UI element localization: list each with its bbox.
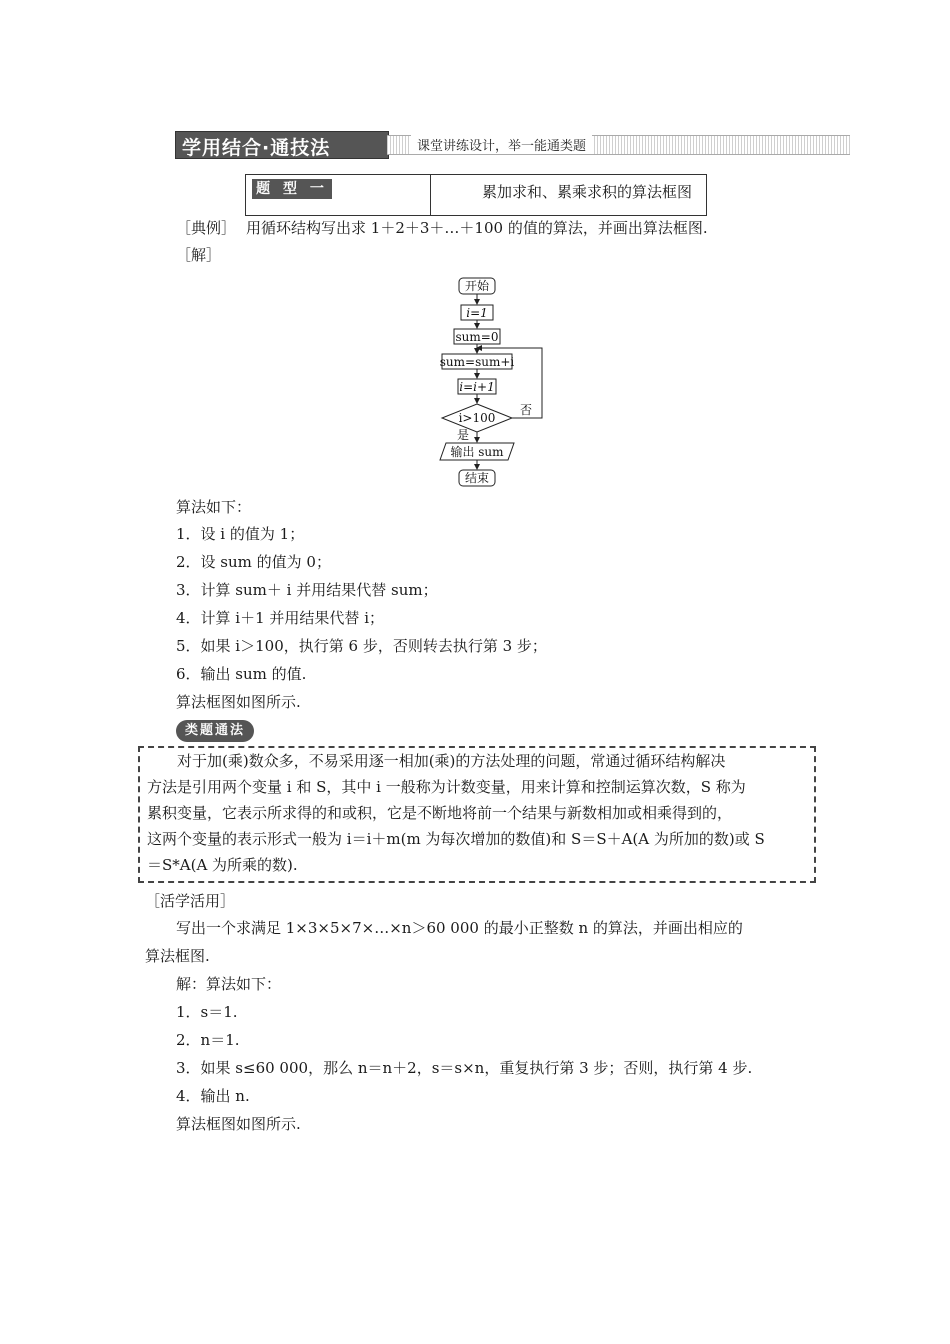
flow-increment-label: i=i+1 — [459, 380, 495, 394]
algorithm-heading: 算法如下： — [176, 498, 252, 516]
flow-accumulate-label: sum=sum+i — [439, 355, 515, 369]
algorithm-step: 3．计算 sum＋ i 并用结果代替 sum； — [176, 581, 438, 599]
flow-init-sum-label: sum=0 — [455, 330, 499, 344]
practice-step: 2．n＝1. — [176, 1031, 240, 1049]
algorithm-step: 5．如果 i＞100，执行第 6 步，否则转去执行第 3 步； — [176, 637, 547, 655]
algorithm-closing: 算法框图如图所示. — [176, 693, 301, 711]
practice-step: 4．输出 n. — [176, 1087, 250, 1105]
example-line — [176, 218, 708, 238]
example-label: ［典例］ — [176, 219, 237, 237]
flow-init-i-label: i=1 — [466, 306, 488, 320]
practice-problem-cont: 算法框图. — [145, 947, 210, 965]
practice-label: ［活学活用］ — [145, 892, 236, 910]
banner-subtitle: 课堂讲练设计，举一能通类题 — [411, 135, 592, 154]
question-type-box — [245, 174, 707, 216]
practice-step: 3．如果 s≤60 000，那么 n＝n＋2，s＝s×n，重复执行第 3 步；否则，执行第 4 步. — [176, 1059, 753, 1077]
practice-closing: 算法框图如图所示. — [176, 1115, 301, 1133]
practice-step: 1．s＝1. — [176, 1003, 238, 1021]
flowchart — [430, 272, 550, 492]
algorithm-step: 6．输出 sum 的值. — [176, 665, 307, 683]
method-line: 方法是引用两个变量 i 和 S，其中 i 一般称为计数变量，用来计算和控制运算次数，S 称为 — [147, 778, 746, 796]
flow-condition-label: i>100 — [458, 411, 496, 425]
practice-solution-heading: 解：算法如下： — [176, 975, 282, 993]
method-pill: 类题通法 — [176, 720, 254, 742]
question-type-badge: 题 型 一 — [252, 179, 332, 199]
flow-start-label: 开始 — [464, 279, 490, 293]
divider — [430, 175, 431, 215]
flow-output-label: 输出 sum — [450, 445, 504, 459]
practice-problem: 写出一个求满足 1×3×5×7×…×n＞60 000 的最小正整数 n 的算法，并画出相应的 — [176, 919, 743, 937]
algorithm-step: 4．计算 i＋1 并用结果代替 i； — [176, 609, 384, 627]
method-line: ＝S*A(A 为所乘的数). — [147, 856, 298, 874]
example-text: 用循环结构写出求 1＋2＋3＋…＋100 的值的算法，并画出算法框图. — [246, 219, 708, 237]
flow-yes-label: 是 — [457, 428, 470, 442]
section-banner — [175, 131, 850, 159]
flow-end-label: 结束 — [464, 471, 490, 485]
method-line: 这两个变量的表示形式一般为 i＝i＋m(m 为每次增加的数值)和 S＝S＋A(A 为所加的数)或 S — [147, 830, 765, 848]
algorithm-step: 1．设 i 的值为 1； — [176, 525, 305, 543]
method-line: 累积变量，它表示所求得的和或积，它是不断地将前一个结果与新数相加或相乘得到的， — [147, 804, 733, 822]
banner-title-block — [175, 131, 389, 159]
flow-no-label: 否 — [520, 403, 533, 417]
method-line: 对于加(乘)数众多，不易采用逐一相加(乘)的方法处理的问题，常通过循环结构解决 — [177, 752, 726, 770]
solution-label: ［解］ — [176, 246, 222, 264]
method-box — [138, 746, 816, 883]
question-type-title: 累加求和、累乘求积的算法框图 — [482, 183, 693, 201]
banner-title: 学用结合·通技法 — [182, 137, 331, 159]
algorithm-step: 2．设 sum 的值为 0； — [176, 553, 331, 571]
